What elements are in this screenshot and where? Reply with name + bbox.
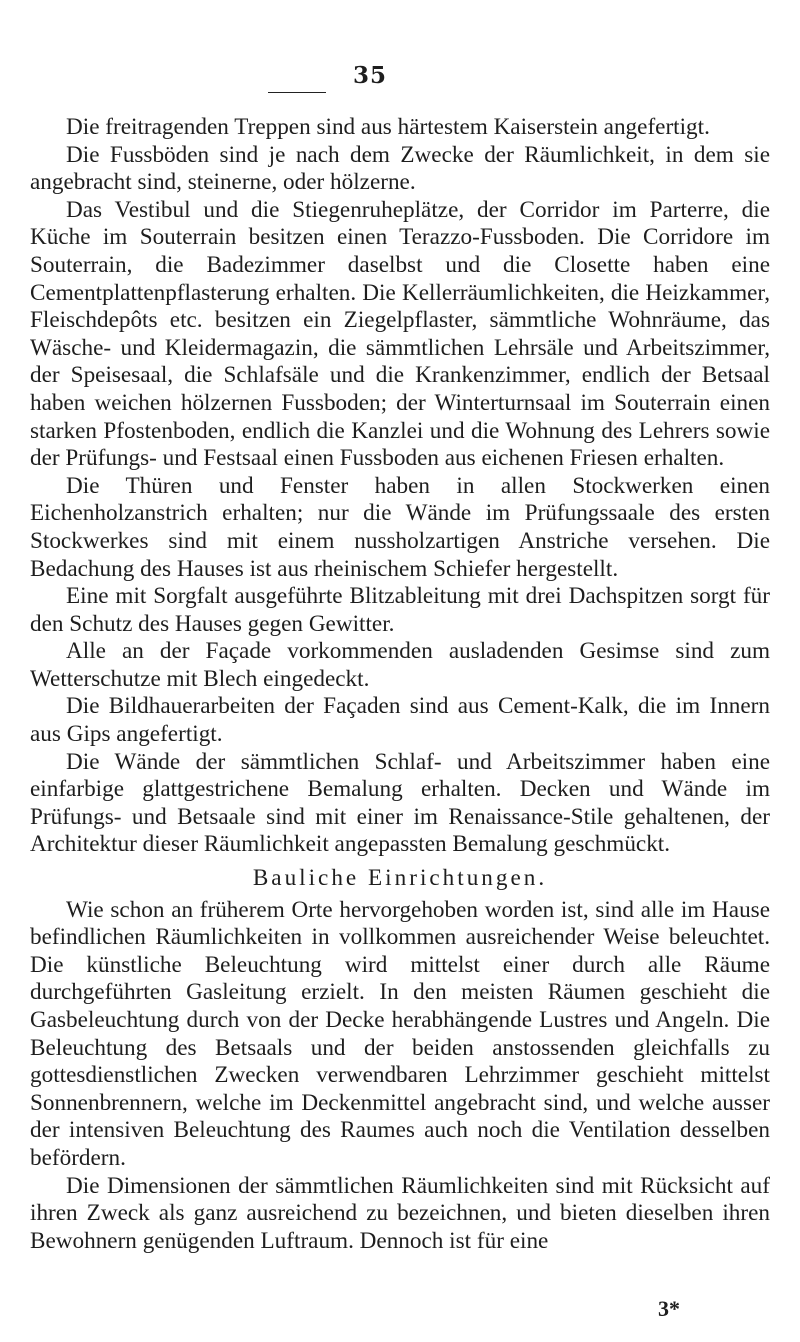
paragraph-6: Alle an der Façade vorkommenden ausladenden Gesimse sind zum Wetterschutze mit Blech eingedeckt.	[30, 638, 770, 692]
signature-mark: 3*	[658, 1296, 680, 1321]
paragraph-7: Die Bildhauerarbeiten der Façaden sind aus Cement-Kalk, die im Innern aus Gips angefertigt.	[30, 693, 770, 748]
section-heading: Bauliche Einrichtungen.	[252, 865, 548, 892]
paragraph-5: Eine mit Sorgfalt ausgeführte Blitzableitung mit drei Dachspitzen sorgt für den Schutz des Hauses gegen Gewitter.	[30, 583, 770, 637]
page-number: 35	[352, 62, 387, 89]
paragraph-3: Das Vestibul und die Stiegenruheplätze, der Corridor im Parterre, die Küche im Souterrain besitzen einen Terazzo-Fussboden. Die Corridore im Souterrain, die Badezimmer daselbst und die Closette haben eine Cementplattenpflasterung erhalten. Die Kellerräumlichkeiten, die Heizkammer, Fleischdepôts etc. besitzen ein Ziegelpflaster, sämmtliche Wohnräume, das Wäsche- und Kleidermagazin, die sämmtlichen Lehrsäle und Arbeitszimmer, der Speisesaal, die Schlafsäle und die Krankenzimmer, endlich der Betsaal haben weichen hölzernen Fussboden; der Winterturnsaal im Souterrain einen starken Pfostenboden, endlich die Kanzlei und die Wohnung des Lehrers sowie der Prüfungs- und Festsaal einen Fussboden aus eichenen Friesen erhalten.	[30, 196, 770, 472]
paragraph-2: Die Fussböden sind je nach dem Zwecke der Räumlichkeit, in dem sie angebracht sind, steinerne, oder hölzerne.	[30, 141, 770, 196]
body-text	[30, 114, 770, 1255]
paragraph-8: Die Wände der sämmtlichen Schlaf- und Arbeitszimmer haben eine einfarbige glattgestrichene Bemalung erhalten. Decken und Wände im Prüfungs- und Betsaale sind mit einer im Renaissance-Stile gehaltenen, der Architektur dieser Räumlichkeit angepassten Bemalung geschmückt.	[30, 748, 770, 858]
paragraph-10: Die Dimensionen der sämmtlichen Räumlichkeiten sind mit Rücksicht auf ihren Zweck als ganz ausreichend zu bezeichnen, und bieten dieselben ihren Bewohnern genügenden Luftraum. Dennoch ist für eine	[30, 1172, 770, 1254]
paragraph-4: Die Thüren und Fenster haben in allen Stockwerken einen Eichenholzanstrich erhalten; nur die Wände im Prüfungssaale des ersten Stockwerkes sind mit einem nussholzartigen Anstriche versehen. Die Bedachung des Hauses ist aus rheinischem Schiefer hergestellt.	[30, 472, 770, 582]
paragraph-9: Wie schon an früherem Orte hervorgehoben worden ist, sind alle im Hause befindlichen Räumlichkeiten in vollkommen ausreichender Weise beleuchtet. Die künstliche Beleuchtung wird mittelst einer durch alle Räume durchgeführten Gasleitung erzielt. In den meisten Räumen geschieht die Gasbeleuchtung durch von der Decke herabhängende Lustres und Angeln. Die Beleuchtung des Betsaals und der beiden anstossenden gleichfalls zu gottesdienstlichen Zwecken verwendbaren Lehrzimmer geschieht mittelst Sonnenbrennern, welche im Deckenmittel angebracht sind, und welche ausser der intensiven Beleuchtung des Raumes auch noch die Ventilation desselben befördern.	[30, 896, 770, 1171]
paragraph-1: Die freitragenden Treppen sind aus härtestem Kaiserstein angefertigt.	[66, 114, 710, 140]
page	[30, 30, 770, 1320]
